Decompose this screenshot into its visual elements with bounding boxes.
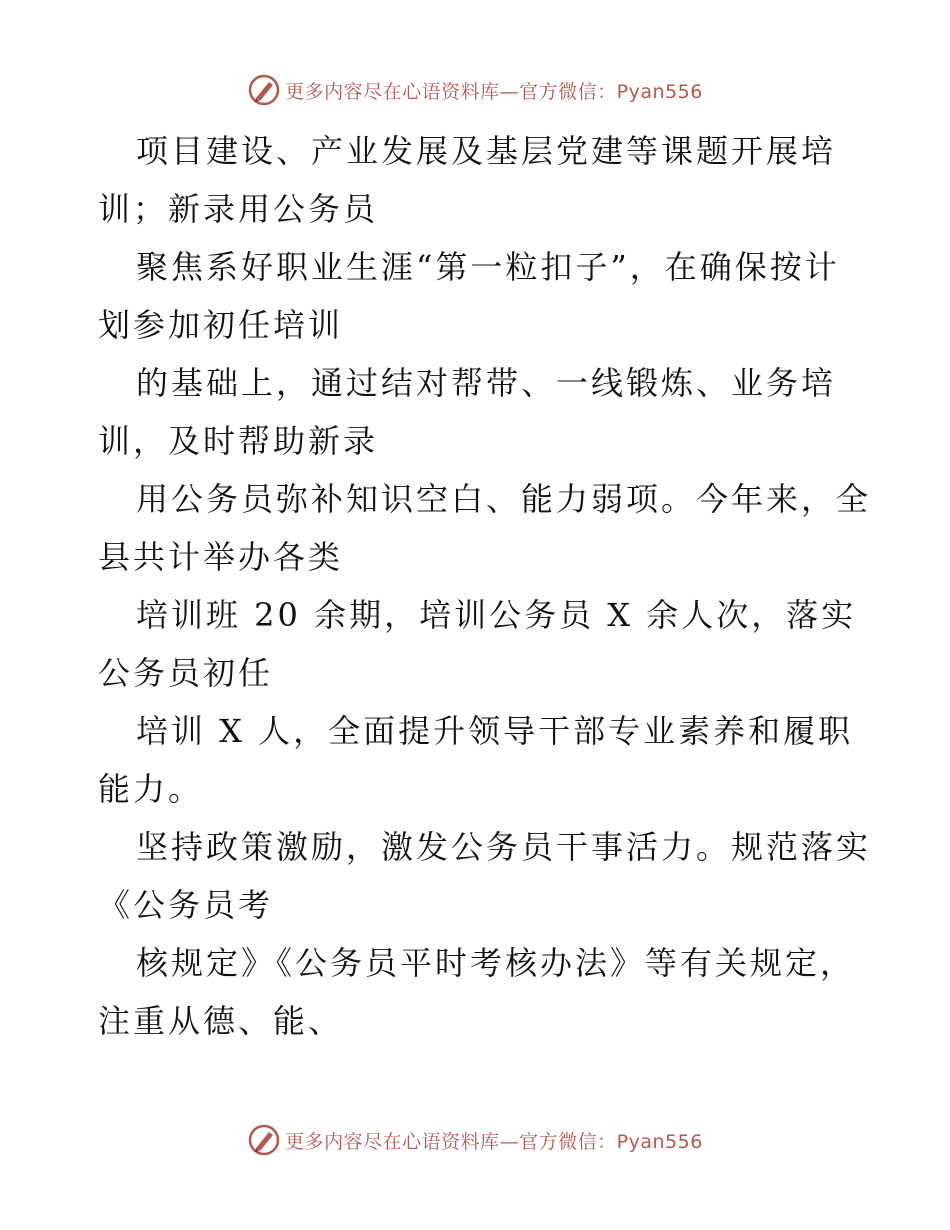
text-line: 划参加初任培训 xyxy=(98,306,344,344)
header-site-text: 更多内容尽在心语资料库—官方微信： xyxy=(285,80,617,103)
body-text xyxy=(98,122,872,1050)
text-line: 坚持政策激励，激发公务员干事活力。规范落实 xyxy=(136,828,872,866)
text-line: 注重从德、能、 xyxy=(98,1002,344,1040)
text-line: 县共计举办各类 xyxy=(98,538,344,576)
text-line: 的基础上，通过结对帮带、一线锻炼、业务培 xyxy=(136,364,837,402)
footer-site-text: 更多内容尽在心语资料库—官方微信： xyxy=(285,1130,617,1153)
header-wechat-id: Pyan556 xyxy=(616,80,703,103)
text-line: 训；新录用公务员 xyxy=(98,190,379,228)
footer-wechat-id: Pyan556 xyxy=(616,1130,703,1153)
footer-text xyxy=(285,1127,703,1154)
pen-logo-icon xyxy=(247,1123,281,1157)
footer-banner xyxy=(0,1120,950,1160)
text-line: 培训班 20 余期，培训公务员 X 余人次，落实 xyxy=(136,596,857,634)
pen-logo-icon xyxy=(247,73,281,107)
text-line: 培训 X 人，全面提升领导干部专业素养和履职 xyxy=(136,712,854,750)
header-text xyxy=(285,77,703,104)
text-line: 公务员初任 xyxy=(98,654,274,692)
text-line: 能力。 xyxy=(98,770,204,808)
text-line: 聚焦系好职业生涯“第一粒扣子”，在确保按计 xyxy=(136,248,840,286)
text-line: 用公务员弥补知识空白、能力弱项。今年来，全 xyxy=(136,480,872,518)
header-banner xyxy=(0,70,950,110)
text-line: 核规定》《公务员平时考核办法》等有关规定， xyxy=(136,944,856,982)
header-banner-content xyxy=(247,73,703,107)
text-line: 训，及时帮助新录 xyxy=(98,422,379,460)
text-line: 《公务员考 xyxy=(98,886,274,924)
text-line: 项目建设、产业发展及基层党建等课题开展培 xyxy=(136,132,837,170)
footer-banner-content xyxy=(247,1123,703,1157)
